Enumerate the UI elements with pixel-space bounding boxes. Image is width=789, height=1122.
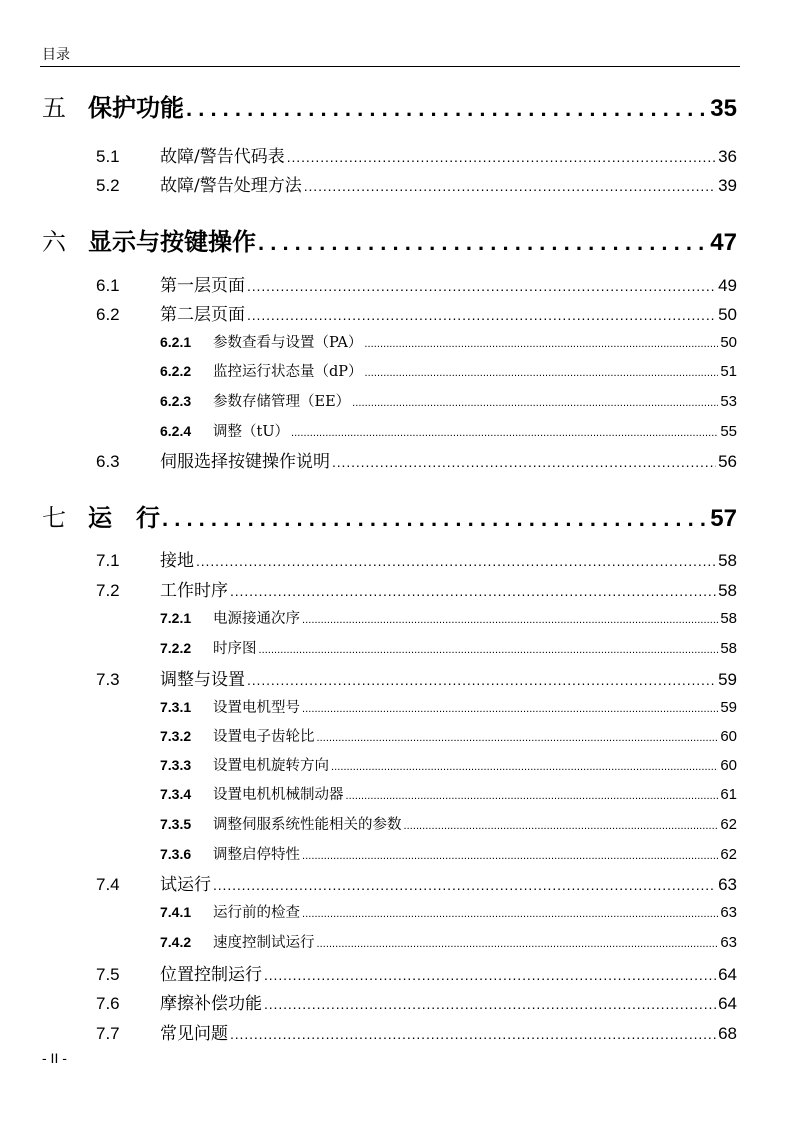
toc-page-number: 60 (720, 757, 737, 774)
toc-number: 7.2 (96, 581, 120, 600)
toc-title: 设置电机机械制动器 (213, 787, 344, 803)
toc-page-number: 39 (718, 176, 737, 195)
toc-subsection[interactable] (160, 420, 737, 444)
toc-number: 7.5 (96, 965, 120, 984)
page-header-title: 目录 (42, 47, 70, 63)
toc-dot-leader (264, 996, 716, 1012)
toc-number: 6.2.3 (160, 393, 192, 409)
toc-number: 6.2.4 (160, 423, 192, 439)
toc-subsection[interactable] (160, 637, 737, 661)
toc-title: 运 行 (88, 504, 160, 532)
toc-page-number: 55 (720, 423, 737, 440)
page-number: - II - (42, 1050, 67, 1066)
toc-subsection[interactable] (160, 725, 737, 749)
toc-number: 7.4.1 (160, 904, 192, 920)
toc-dot-leader (302, 614, 718, 626)
toc-dot-leader (317, 938, 719, 950)
toc-subsection[interactable] (160, 696, 737, 720)
toc-page-number: 50 (720, 334, 737, 351)
toc-section[interactable] (96, 171, 737, 199)
toc-number: 7.3.5 (160, 816, 192, 832)
toc-dot-leader (304, 178, 716, 194)
toc-number: 7.3.1 (160, 699, 192, 715)
toc-number: 7.2.1 (160, 610, 192, 626)
toc-section[interactable] (96, 989, 737, 1017)
toc-subsection[interactable] (160, 813, 737, 837)
toc-subsection[interactable] (160, 360, 737, 384)
toc-page-number: 63 (720, 904, 737, 921)
toc-title: 参数存储管理（EE） (213, 394, 351, 410)
toc-page-number: 64 (718, 965, 737, 984)
toc-page-number: 35 (710, 95, 737, 122)
toc-page-number: 47 (710, 229, 737, 256)
toc-page-number: 63 (718, 875, 737, 894)
toc-section[interactable] (96, 576, 737, 604)
toc-number: 7.3.4 (160, 786, 192, 802)
toc-page-number: 61 (720, 786, 737, 803)
toc-title: 摩擦补偿功能 (160, 994, 262, 1014)
toc-number: 7.3.6 (160, 846, 192, 862)
toc-title: 调整与设置 (160, 670, 245, 690)
toc-number: 5.2 (96, 176, 120, 195)
toc-dot-leader (247, 278, 716, 294)
toc-page-number: 59 (720, 699, 737, 716)
toc-page-number: 57 (710, 505, 737, 532)
toc-section[interactable] (96, 870, 737, 898)
toc-title: 显示与按键操作 (88, 228, 256, 256)
toc-dot-leader (247, 307, 716, 323)
toc-dot-leader (247, 672, 716, 688)
toc-title: 故障/警告处理方法 (160, 176, 302, 196)
toc-title: 第一层页面 (160, 276, 245, 296)
toc-number: 六 (42, 228, 66, 256)
toc-page-number: 58 (718, 581, 737, 600)
toc-dot-leader (302, 703, 718, 715)
toc-title: 常见问题 (160, 1024, 228, 1044)
toc-number: 7.1 (96, 551, 120, 570)
toc-number: 五 (42, 94, 66, 122)
toc-page-number: 58 (720, 610, 737, 627)
toc-number: 七 (42, 504, 66, 532)
toc-page-number: 60 (720, 728, 737, 745)
toc-section[interactable] (96, 960, 737, 988)
toc-dot-leader (196, 553, 716, 569)
toc-title: 速度控制试运行 (213, 935, 315, 951)
toc-title: 时序图 (213, 641, 257, 657)
toc-title: 接地 (160, 551, 194, 571)
toc-title: 监控运行状态量（dP） (213, 364, 363, 380)
toc-page-number: 63 (720, 934, 737, 951)
toc-page-number: 50 (718, 305, 737, 324)
toc-title: 调整启停特性 (213, 847, 300, 863)
toc-dot-leader (302, 908, 718, 920)
toc-section[interactable] (96, 447, 737, 475)
toc-section[interactable] (96, 271, 737, 299)
toc-page-number: 64 (718, 994, 737, 1013)
toc-number: 5.1 (96, 147, 120, 166)
toc-chapter[interactable] (42, 222, 737, 262)
toc-dot-leader (162, 506, 708, 532)
toc-title: 调整（tU） (213, 424, 290, 440)
toc-chapter[interactable] (42, 498, 737, 538)
toc-number: 7.4 (96, 875, 120, 894)
toc-number: 7.3.2 (160, 728, 192, 744)
toc-subsection[interactable] (160, 754, 737, 778)
toc-dot-leader (317, 732, 719, 744)
toc-number: 7.6 (96, 994, 120, 1013)
toc-page-number: 49 (718, 276, 737, 295)
toc-dot-leader (230, 583, 716, 599)
toc-title: 伺服选择按键操作说明 (160, 452, 330, 472)
toc-title: 电源接通次序 (213, 611, 300, 627)
toc-page-number: 53 (720, 393, 737, 410)
toc-title: 工作时序 (160, 581, 228, 601)
toc-number: 7.3.3 (160, 757, 192, 773)
toc-subsection[interactable] (160, 843, 737, 867)
toc-number: 7.7 (96, 1024, 120, 1043)
toc-page-number: 58 (718, 551, 737, 570)
toc-dot-leader (259, 644, 719, 656)
toc-section[interactable] (96, 546, 737, 574)
toc-title: 设置电机旋转方向 (213, 758, 329, 774)
toc-chapter[interactable] (42, 88, 737, 128)
toc-number: 6.2 (96, 305, 120, 324)
toc-section[interactable] (96, 300, 737, 328)
toc-dot-leader (404, 820, 719, 832)
toc-title: 试运行 (160, 875, 211, 895)
toc-title: 第二层页面 (160, 305, 245, 325)
toc-dot-leader (365, 367, 719, 379)
toc-dot-leader (186, 96, 708, 122)
toc-title: 设置电机型号 (213, 700, 300, 716)
toc-dot-leader (264, 967, 716, 983)
toc-number: 6.2.1 (160, 334, 192, 350)
toc-subsection[interactable] (160, 607, 737, 631)
toc-page-number: 51 (720, 363, 737, 380)
toc-dot-leader (230, 1026, 716, 1042)
toc-number: 6.2.2 (160, 363, 192, 379)
toc-dot-leader (287, 149, 716, 165)
toc-dot-leader (331, 761, 718, 773)
toc-section[interactable] (96, 665, 737, 693)
toc-page-number: 56 (718, 452, 737, 471)
toc-page-number: 68 (718, 1024, 737, 1043)
toc-title: 保护功能 (88, 94, 184, 122)
toc-title: 位置控制运行 (160, 965, 262, 985)
toc-dot-leader (302, 850, 718, 862)
toc-subsection[interactable] (160, 931, 737, 955)
toc-page-number: 62 (720, 816, 737, 833)
toc-section[interactable] (96, 142, 737, 170)
toc-subsection[interactable] (160, 331, 737, 355)
toc-page-number: 62 (720, 846, 737, 863)
toc-subsection[interactable] (160, 901, 737, 925)
toc-dot-leader (364, 338, 718, 350)
toc-subsection[interactable] (160, 783, 737, 807)
toc-dot-leader (332, 454, 716, 470)
toc-number: 7.2.2 (160, 640, 192, 656)
toc-number: 6.1 (96, 276, 120, 295)
toc-dot-leader (291, 427, 718, 439)
toc-section[interactable] (96, 1019, 737, 1047)
toc-number: 7.4.2 (160, 934, 192, 950)
toc-title: 调整伺服系统性能相关的参数 (213, 817, 402, 833)
toc-number: 7.3 (96, 670, 120, 689)
toc-page-number: 58 (720, 640, 737, 657)
toc-page-number: 36 (718, 147, 737, 166)
toc-title: 设置电子齿轮比 (213, 729, 315, 745)
toc-dot-leader (258, 230, 708, 256)
toc-number: 6.3 (96, 452, 120, 471)
toc-title: 运行前的检查 (213, 905, 300, 921)
toc-page-number: 59 (718, 670, 737, 689)
toc-title: 故障/警告代码表 (160, 147, 285, 167)
toc-subsection[interactable] (160, 390, 737, 414)
toc-title: 参数查看与设置（PA） (213, 335, 363, 351)
toc-dot-leader (213, 877, 716, 893)
toc-dot-leader (346, 790, 719, 802)
toc-dot-leader (352, 397, 718, 409)
